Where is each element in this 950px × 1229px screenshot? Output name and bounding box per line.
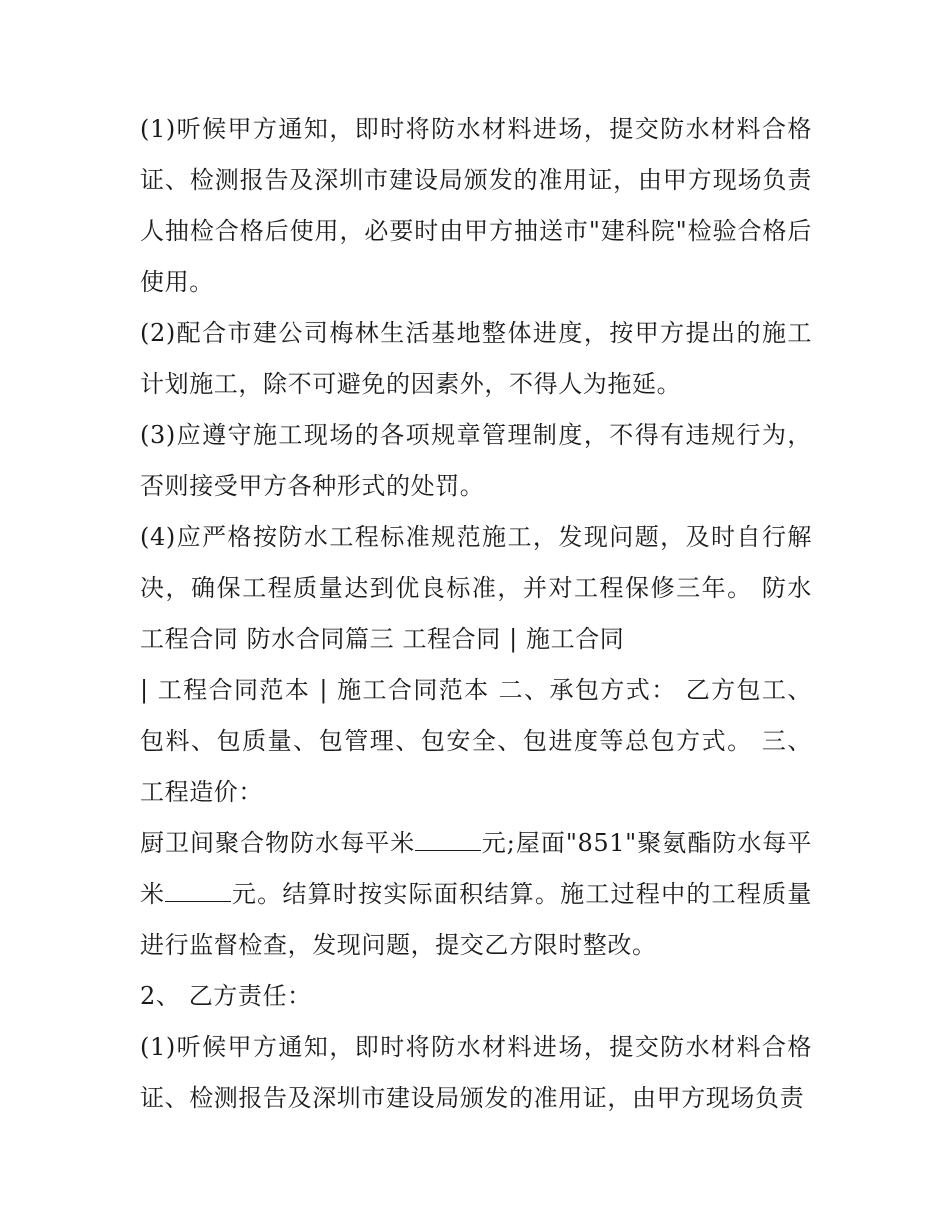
paragraph-clause-4: (4)应严格按防水工程标准规范施工，发现问题，及时自行解决，确保工程质量达到优良标准，并对工程保修三年。 防水工程合同 防水合同篇三 工程合同 | 施工合同 (140, 523, 812, 653)
paragraph-contract-type: | 工程合同范本 | 施工合同范本 二、承包方式： 乙方包工、包料、包质量、包管理、包安全、包进度等总包方式。 三、工程造价： (140, 676, 812, 806)
pricing-text-1: 厨卫间聚合物防水每平米 (140, 829, 416, 857)
blank-price-1 (415, 828, 481, 851)
pricing-text-3: 元。结算时按实际面积结算。施工过程中的工程质量进行监督检查，发现问题，提交乙方限时整改。 (140, 880, 812, 959)
section-heading-party-b: 2、 乙方责任： (140, 982, 312, 1010)
blank-price-2 (165, 879, 231, 902)
pricing-text-2: 元;屋面"851"聚氨酯防水每平米 (140, 829, 812, 908)
paragraph-clause-1-repeat: (1)听候甲方通知，即时将防水材料进场，提交防水材料合格证、检测报告及深圳市建设局颁发的准用证，由甲方现场负责 (140, 1033, 812, 1112)
paragraph-pricing (140, 818, 812, 971)
paragraph-clause-2: (2)配合市建公司梅林生活基地整体进度，按甲方提出的施工计划施工，除不可避免的因素外，不得人为拖延。 (140, 319, 812, 398)
paragraph-clause-3: (3)应遵守施工现场的各项规章管理制度，不得有违规行为，否则接受甲方各种形式的处罚。 (140, 421, 812, 500)
paragraph-clause-1: (1)听候甲方通知，即时将防水材料进场，提交防水材料合格证、检测报告及深圳市建设局颁发的准用证，由甲方现场负责人抽检合格后使用，必要时由甲方抽送市"建科院"检验合格后使用。 (140, 115, 812, 296)
document-body (140, 104, 812, 1124)
